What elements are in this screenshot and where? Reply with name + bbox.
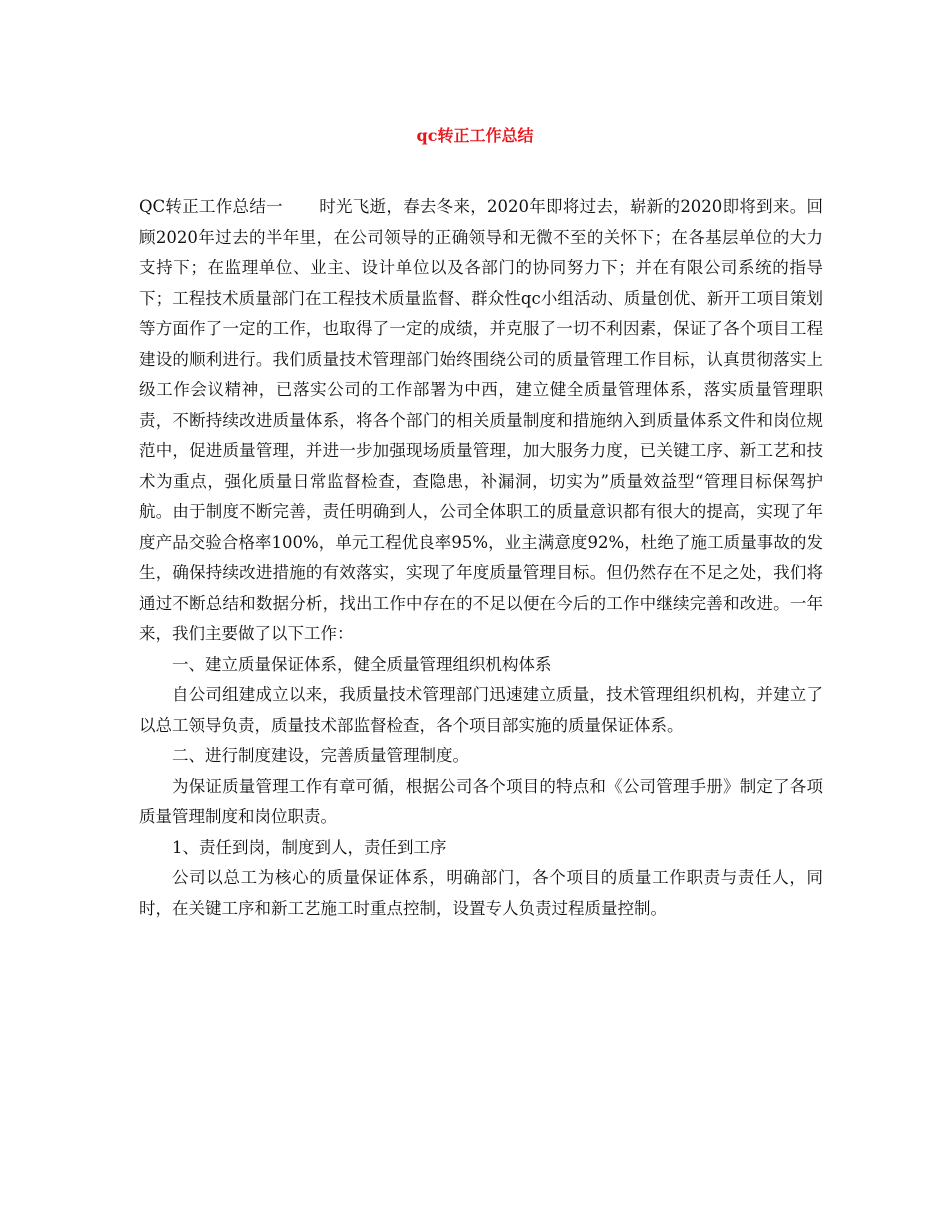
paragraph-intro (139, 192, 823, 650)
section-heading-2: 二、进行制度建设，完善质量管理制度。 (172, 746, 469, 765)
subsection-heading-1: 1、责任到岗，制度到人，责任到工序 (172, 837, 447, 857)
paragraph-subsection-1: 公司以总工为核心的质量保证体系，明确部门，各个项目的质量工作职责与责任人，同时，在关键工序和新工艺施工时重点控制，设置专人负责过程质量控制。 (139, 868, 823, 918)
section-heading-1: 一、建立质量保证体系，健全质量管理组织机构体系 (172, 654, 552, 674)
document-title: qc转正工作总结 (416, 126, 534, 145)
lead-label: QC转正工作总结一 (139, 197, 283, 216)
paragraph-intro-text: 时光飞逝，春去冬来，2020年即将过去，崭新的2020即将到来。回顾2020年过去的半年里，在公司领导的正确领导和无微不至的关怀下；在各基层单位的大力支持下；在监理单位、业主、设计单位以及各部门的协同努力下；并在有限公司系统的指导下；工程技术质量部门在工程技术质量监督、群众性qc小组活动、质量创优、新开工项目策划等方面作了一定的工作，也取得了一定的成绩，并克服了一切不利因素，保证了各个项目工程建设的顺利进行。我们质量技术管理部门始终围绕公司的质量管理工作目标，认真贯彻落实上级工作会议精神，已落实公司的工作部署为中西，建立健全质量管理体系，落实质量管理职责，不断持续改进质量体系，将各个部门的相关质量制度和措施纳入到质量体系文件和岗位规范中，促进质量管理，并进一步加强现场质量管理，加大服务力度，已关键工序、新工艺和技术为重点，强化质量日常监督检查，查隐患，补漏洞，切实为”质量效益型“管理目标保驾护航。由于制度不断完善，责任明确到人，公司全体职工的质量意识都有很大的提高，实现了年度产品交验合格率100%，单元工程优良率95%，业主满意度92%，杜绝了施工质量事故的发生，确保持续改进措施的有效落实，实现了年度质量管理目标。但仍然存在不足之处，我们将通过不断总结和数据分析，找出工作中存在的不足以便在今后的工作中继续完善和改进。一年来，我们主要做了以下工作： (139, 197, 823, 643)
paragraph-section-1: 自公司组建成立以来，我质量技术管理部门迅速建立质量，技术管理组织机构，并建立了以总工领导负责，质量技术部监督检查，各个项目部实施的质量保证体系。 (139, 685, 823, 735)
paragraph-section-2: 为保证质量管理工作有章可循，根据公司各个项目的特点和《公司管理手册》制定了各项质量管理制度和岗位职责。 (139, 776, 823, 826)
document-body (139, 192, 823, 924)
